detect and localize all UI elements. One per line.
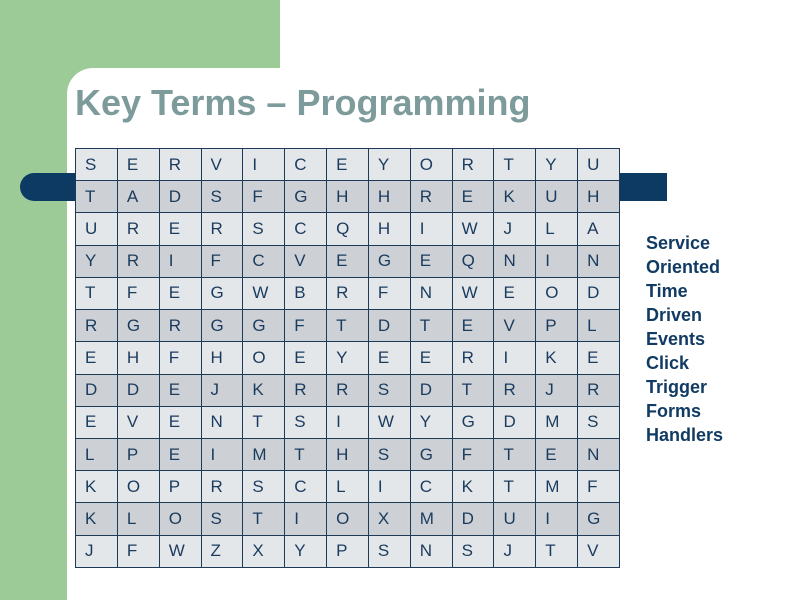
grid-cell: H — [327, 181, 369, 213]
grid-row — [76, 277, 620, 309]
grid-cell: M — [536, 471, 578, 503]
grid-cell: C — [410, 471, 452, 503]
grid-cell: R — [285, 374, 327, 406]
grid-row — [76, 406, 620, 438]
grid-cell: Z — [201, 535, 243, 567]
grid-cell: N — [578, 438, 620, 470]
grid-row — [76, 438, 620, 470]
grid-cell: R — [410, 181, 452, 213]
grid-cell: T — [452, 374, 494, 406]
grid-cell: X — [368, 503, 410, 535]
grid-cell: U — [578, 149, 620, 181]
grid-cell: W — [159, 535, 201, 567]
grid-cell: F — [159, 342, 201, 374]
grid-cell: H — [368, 213, 410, 245]
grid-cell: D — [76, 374, 118, 406]
grid-cell: I — [368, 471, 410, 503]
word-search-body — [76, 149, 620, 568]
grid-cell: S — [76, 149, 118, 181]
grid-cell: U — [494, 503, 536, 535]
grid-cell: T — [494, 149, 536, 181]
grid-cell: D — [368, 310, 410, 342]
grid-cell: E — [76, 342, 118, 374]
grid-cell: O — [410, 149, 452, 181]
grid-cell: W — [452, 277, 494, 309]
grid-cell: V — [578, 535, 620, 567]
grid-cell: T — [285, 438, 327, 470]
term-list — [646, 231, 723, 447]
grid-cell: J — [76, 535, 118, 567]
grid-cell: A — [117, 181, 159, 213]
grid-cell: I — [410, 213, 452, 245]
grid-cell: D — [452, 503, 494, 535]
grid-cell: G — [117, 310, 159, 342]
grid-cell: E — [285, 342, 327, 374]
grid-cell: P — [327, 535, 369, 567]
grid-cell: F — [117, 535, 159, 567]
grid-cell: I — [243, 149, 285, 181]
grid-cell: S — [578, 406, 620, 438]
grid-cell: K — [243, 374, 285, 406]
grid-cell: R — [117, 213, 159, 245]
grid-row — [76, 181, 620, 213]
term-item: Driven — [646, 305, 703, 325]
grid-cell: Y — [285, 535, 327, 567]
grid-cell: R — [117, 245, 159, 277]
grid-cell: J — [536, 374, 578, 406]
term-item: Trigger — [646, 377, 708, 397]
grid-row — [76, 213, 620, 245]
grid-cell: T — [410, 310, 452, 342]
grid-cell: E — [76, 406, 118, 438]
grid-cell: G — [578, 503, 620, 535]
grid-cell: G — [368, 245, 410, 277]
grid-cell: Y — [368, 149, 410, 181]
grid-cell: E — [117, 149, 159, 181]
grid-cell: B — [285, 277, 327, 309]
slide-title: Key Terms – Programming — [75, 82, 531, 123]
grid-cell: E — [494, 277, 536, 309]
grid-cell: L — [578, 310, 620, 342]
grid-cell: T — [327, 310, 369, 342]
grid-cell: G — [452, 406, 494, 438]
grid-cell: D — [494, 406, 536, 438]
grid-cell: D — [410, 374, 452, 406]
grid-cell: O — [117, 471, 159, 503]
grid-cell: E — [159, 406, 201, 438]
grid-cell: S — [368, 374, 410, 406]
grid-cell: H — [117, 342, 159, 374]
grid-cell: M — [243, 438, 285, 470]
grid-row — [76, 535, 620, 567]
grid-cell: R — [327, 277, 369, 309]
grid-cell: W — [243, 277, 285, 309]
grid-cell: C — [243, 245, 285, 277]
grid-cell: S — [243, 471, 285, 503]
grid-cell: K — [76, 503, 118, 535]
grid-cell: N — [578, 245, 620, 277]
grid-cell: I — [536, 245, 578, 277]
grid-cell: T — [76, 181, 118, 213]
grid-cell: R — [494, 374, 536, 406]
grid-cell: U — [536, 181, 578, 213]
grid-cell: G — [410, 438, 452, 470]
grid-cell: I — [201, 438, 243, 470]
grid-cell: E — [410, 245, 452, 277]
grid-cell: A — [578, 213, 620, 245]
grid-cell: E — [327, 149, 369, 181]
term-item: Click — [646, 353, 690, 373]
grid-cell: D — [159, 181, 201, 213]
grid-cell: Y — [76, 245, 118, 277]
grid-cell: G — [285, 181, 327, 213]
grid-cell: S — [285, 406, 327, 438]
grid-cell: E — [159, 374, 201, 406]
grid-cell: V — [201, 149, 243, 181]
grid-cell: E — [159, 213, 201, 245]
grid-cell: T — [494, 438, 536, 470]
grid-row — [76, 374, 620, 406]
grid-row — [76, 310, 620, 342]
grid-cell: L — [76, 438, 118, 470]
grid-cell: F — [117, 277, 159, 309]
grid-cell: K — [452, 471, 494, 503]
grid-cell: E — [536, 438, 578, 470]
grid-cell: I — [494, 342, 536, 374]
grid-cell: W — [452, 213, 494, 245]
grid-cell: E — [159, 277, 201, 309]
grid-cell: N — [494, 245, 536, 277]
grid-cell: I — [159, 245, 201, 277]
grid-cell: F — [452, 438, 494, 470]
grid-cell: I — [285, 503, 327, 535]
grid-cell: C — [285, 149, 327, 181]
grid-cell: K — [536, 342, 578, 374]
grid-cell: O — [536, 277, 578, 309]
grid-cell: J — [494, 535, 536, 567]
term-item: Forms — [646, 401, 702, 421]
term-item: Service — [646, 233, 711, 253]
grid-cell: H — [368, 181, 410, 213]
grid-cell: R — [159, 310, 201, 342]
grid-cell: N — [201, 406, 243, 438]
grid-cell: P — [117, 438, 159, 470]
grid-cell: F — [578, 471, 620, 503]
grid-row — [76, 503, 620, 535]
grid-cell: V — [494, 310, 536, 342]
grid-cell: Y — [536, 149, 578, 181]
grid-cell: V — [117, 406, 159, 438]
grid-cell: C — [285, 213, 327, 245]
grid-cell: E — [159, 438, 201, 470]
grid-cell: M — [410, 503, 452, 535]
grid-cell: J — [201, 374, 243, 406]
grid-cell: L — [117, 503, 159, 535]
grid-cell: D — [578, 277, 620, 309]
grid-cell: G — [201, 310, 243, 342]
grid-cell: E — [452, 181, 494, 213]
grid-cell: T — [536, 535, 578, 567]
grid-cell: H — [201, 342, 243, 374]
grid-cell: R — [76, 310, 118, 342]
grid-cell: S — [368, 438, 410, 470]
grid-cell: F — [285, 310, 327, 342]
grid-cell: T — [494, 471, 536, 503]
term-item: Time — [646, 281, 688, 301]
grid-cell: Q — [452, 245, 494, 277]
grid-cell: F — [243, 181, 285, 213]
grid-cell: R — [327, 374, 369, 406]
grid-cell: R — [201, 213, 243, 245]
grid-cell: W — [368, 406, 410, 438]
grid-cell: K — [494, 181, 536, 213]
grid-cell: T — [243, 406, 285, 438]
grid-cell: E — [410, 342, 452, 374]
grid-cell: S — [201, 503, 243, 535]
grid-cell: X — [243, 535, 285, 567]
grid-cell: C — [285, 471, 327, 503]
grid-cell: K — [76, 471, 118, 503]
grid-cell: F — [201, 245, 243, 277]
grid-cell: Y — [327, 342, 369, 374]
grid-cell: S — [201, 181, 243, 213]
grid-cell: S — [368, 535, 410, 567]
grid-cell: V — [285, 245, 327, 277]
grid-cell: L — [536, 213, 578, 245]
grid-cell: T — [243, 503, 285, 535]
grid-cell: N — [410, 535, 452, 567]
grid-cell: P — [159, 471, 201, 503]
grid-cell: N — [410, 277, 452, 309]
grid-cell: O — [159, 503, 201, 535]
grid-cell: I — [536, 503, 578, 535]
grid-cell: Q — [327, 213, 369, 245]
word-search-grid — [75, 148, 620, 568]
grid-cell: R — [578, 374, 620, 406]
grid-cell: M — [536, 406, 578, 438]
grid-cell: R — [201, 471, 243, 503]
grid-cell: Y — [410, 406, 452, 438]
grid-cell: G — [201, 277, 243, 309]
grid-cell: R — [452, 342, 494, 374]
grid-cell: R — [452, 149, 494, 181]
grid-row — [76, 149, 620, 181]
grid-row — [76, 245, 620, 277]
grid-cell: U — [76, 213, 118, 245]
grid-cell: O — [327, 503, 369, 535]
grid-cell: G — [243, 310, 285, 342]
grid-cell: P — [536, 310, 578, 342]
grid-cell: I — [327, 406, 369, 438]
grid-cell: S — [452, 535, 494, 567]
term-item: Oriented — [646, 257, 721, 277]
term-item: Handlers — [646, 425, 724, 445]
grid-cell: E — [368, 342, 410, 374]
grid-cell: H — [578, 181, 620, 213]
grid-row — [76, 342, 620, 374]
grid-row — [76, 471, 620, 503]
grid-cell: H — [327, 438, 369, 470]
grid-cell: D — [117, 374, 159, 406]
grid-cell: E — [452, 310, 494, 342]
grid-cell: O — [243, 342, 285, 374]
grid-cell: R — [159, 149, 201, 181]
grid-cell: J — [494, 213, 536, 245]
grid-cell: L — [327, 471, 369, 503]
term-item: Events — [646, 329, 706, 349]
grid-cell: E — [327, 245, 369, 277]
grid-cell: S — [243, 213, 285, 245]
grid-cell: E — [578, 342, 620, 374]
grid-cell: T — [76, 277, 118, 309]
grid-cell: F — [368, 277, 410, 309]
